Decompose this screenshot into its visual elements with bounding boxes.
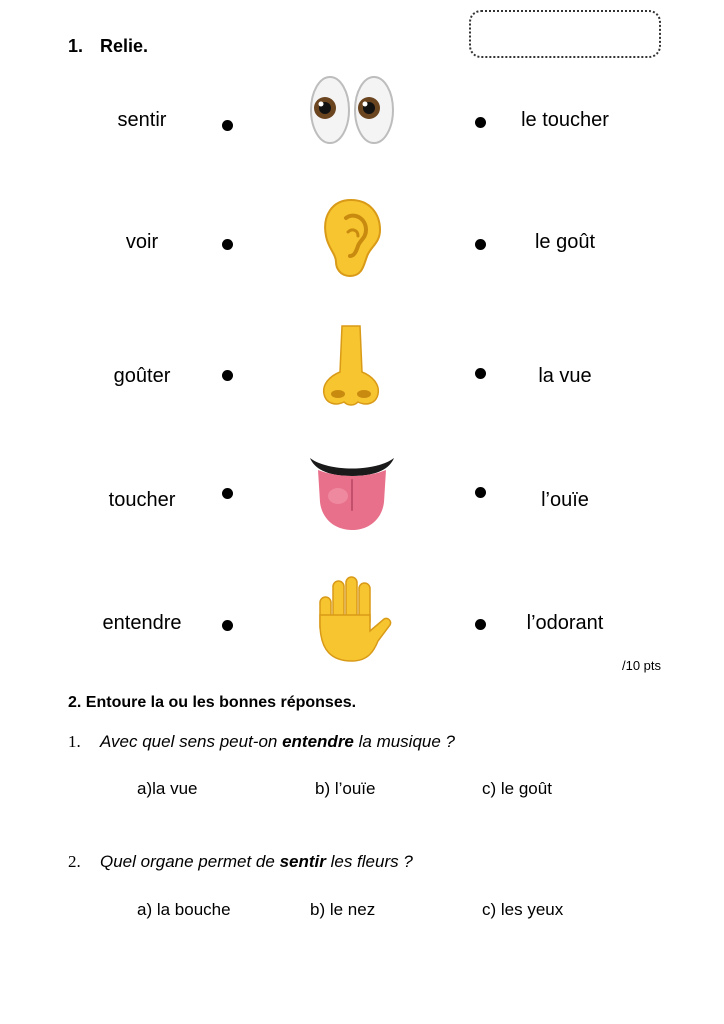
question-2: [68, 852, 413, 872]
ear-icon: [318, 196, 384, 280]
right-word-la-vue: la vue: [538, 365, 592, 387]
score-box: [469, 10, 661, 58]
question-2-text-before: Quel organe permet de: [100, 852, 280, 871]
left-dot-5[interactable]: [222, 620, 233, 631]
question-2-option-c[interactable]: c) les yeux: [482, 900, 564, 919]
left-word-entendre: entendre: [102, 612, 182, 634]
left-dot-3[interactable]: [222, 370, 233, 381]
exercise1-title-text: Relie.: [100, 36, 149, 56]
question-2-text-after: les fleurs ?: [325, 852, 413, 871]
eyes-icon: [308, 74, 398, 146]
exercise1-title: [68, 36, 148, 57]
question-1-keyword: entendre: [282, 732, 354, 751]
hand-icon: [314, 575, 392, 663]
question-1-option-c[interactable]: c) le goût: [482, 779, 552, 798]
left-dot-4[interactable]: [222, 488, 233, 499]
question-1-option-b[interactable]: b) l’ouïe: [315, 779, 376, 798]
nose-icon: [316, 324, 386, 408]
points-label: /10 pts: [622, 658, 662, 673]
question-2-number: 2.: [68, 852, 81, 871]
right-word-louie: l’ouïe: [541, 489, 589, 511]
left-dot-2[interactable]: [222, 239, 233, 250]
exercise2-title: 2. Entoure la ou les bonnes réponses.: [68, 694, 357, 711]
tongue-icon: [308, 450, 396, 532]
left-word-gouter: goûter: [113, 365, 171, 387]
left-dot-1[interactable]: [222, 120, 233, 131]
question-2-option-b[interactable]: b) le nez: [310, 900, 376, 919]
right-word-le-gout: le goût: [534, 231, 596, 253]
left-word-toucher: toucher: [108, 489, 176, 511]
question-1-text-after: la musique ?: [353, 732, 456, 751]
exercise1-number: 1.: [68, 36, 84, 56]
question-2-keyword: sentir: [279, 852, 326, 871]
left-word-sentir: sentir: [117, 109, 167, 131]
question-2-option-a[interactable]: a) la bouche: [137, 900, 231, 919]
question-1-option-a[interactable]: a)la vue: [137, 779, 198, 798]
right-word-lodorant: l’odorant: [526, 612, 604, 634]
left-word-voir: voir: [125, 231, 159, 253]
question-1-number: 1.: [68, 732, 81, 751]
question-1: [68, 732, 455, 752]
question-1-text-before: Avec quel sens peut-on: [100, 732, 283, 751]
right-word-le-toucher: le toucher: [521, 109, 609, 131]
